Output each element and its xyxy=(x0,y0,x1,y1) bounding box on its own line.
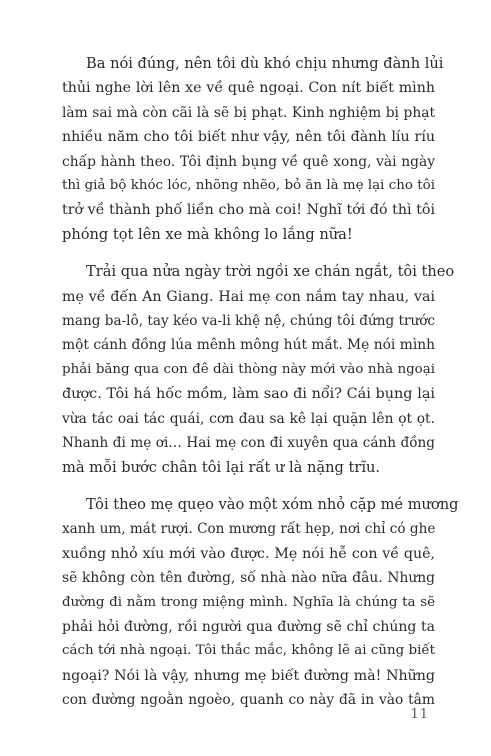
text-line: Nhanh đi mẹ ơi… Hai mẹ con đi xuyên qua cánh đồng xyxy=(62,435,435,452)
text-line: trở về thành phố liền cho mà coi! Nghĩ tới đó thì tôi xyxy=(62,202,435,219)
text-line: được. Tôi há hốc mồm, làm sao đi nổi? Cái bụng lại xyxy=(62,386,435,403)
paragraph-2 xyxy=(62,260,455,480)
paragraph-3 xyxy=(62,493,459,713)
text-line: chấp hành theo. Tôi định bụng về quê xong, vài ngày xyxy=(62,153,435,170)
text-line: làm sai mà còn cãi là sẽ bị phạt. Kinh nghiệm bị phạt xyxy=(62,104,435,121)
body-text xyxy=(62,52,459,726)
text-line: đường đi nằm trong miệng mình. Nghĩa là chúng ta sẽ xyxy=(62,594,435,610)
text-line: sẽ không còn tên đường, số nhà nào nữa đâu. Nhưng xyxy=(62,570,435,587)
text-line: mà mỗi bước chân tôi lại rất ư là nặng trĩu. xyxy=(62,458,381,476)
text-line: Tôi theo mẹ quẹo vào một xóm nhỏ cặp mé mương xyxy=(86,495,459,513)
text-line: Ba nói đúng, nên tôi dù khó chịu nhưng đành lủi xyxy=(86,55,444,72)
text-line: cách tới nhà ngoại. Tôi thắc mắc, không lẽ ai cũng biết xyxy=(62,643,435,659)
text-line: Trải qua nửa ngày trời ngồi xe chán ngắt, tôi theo xyxy=(86,263,455,281)
text-line: mẹ về đến An Giang. Hai mẹ con nắm tay nhau, vai xyxy=(62,288,435,305)
text-line: thủi nghe lời lên xe về quê ngoại. Con nít biết mình xyxy=(62,80,435,97)
text-line: con đường ngoằn ngoèo, quanh co này đã in vào tâm xyxy=(62,692,435,709)
text-line: ngoại? Nói là vậy, nhưng mẹ biết đường mà! Những xyxy=(62,667,435,684)
text-line: xuồng nhỏ xíu mới vào được. Mẹ nói hễ con về quê, xyxy=(62,545,435,562)
text-line: thì giả bộ khóc lóc, nhõng nhẽo, bỏ ăn là mẹ lại cho tôi xyxy=(62,178,435,194)
page-number: 11 xyxy=(410,707,429,722)
text-line: phóng tọt lên xe mà không lo lắng nữa! xyxy=(62,225,353,243)
text-line: một cánh đồng lúa mênh mông hút mắt. Mẹ nói mình xyxy=(62,337,435,354)
text-line: xanh um, mát rượi. Con mương rất hẹp, nơi chỉ có ghe xyxy=(62,521,436,538)
paragraph-1 xyxy=(62,52,444,247)
text-line: vừa tác oai tác quái, cơn đau sa kê lại quặn lên ọt ọt. xyxy=(62,410,435,427)
text-line: nhiều năm cho tôi biết như vậy, nên tôi đành líu ríu xyxy=(62,129,435,146)
text-line: phải băng qua con đê dài thòng này mới vào nhà ngoại xyxy=(62,361,435,377)
text-line: mang ba-lô, tay kéo va-li khệ nệ, chúng tôi đứng trước xyxy=(62,313,435,330)
text-line: phải hỏi đường, rồi người qua đường sẽ chỉ chúng ta xyxy=(62,618,435,635)
